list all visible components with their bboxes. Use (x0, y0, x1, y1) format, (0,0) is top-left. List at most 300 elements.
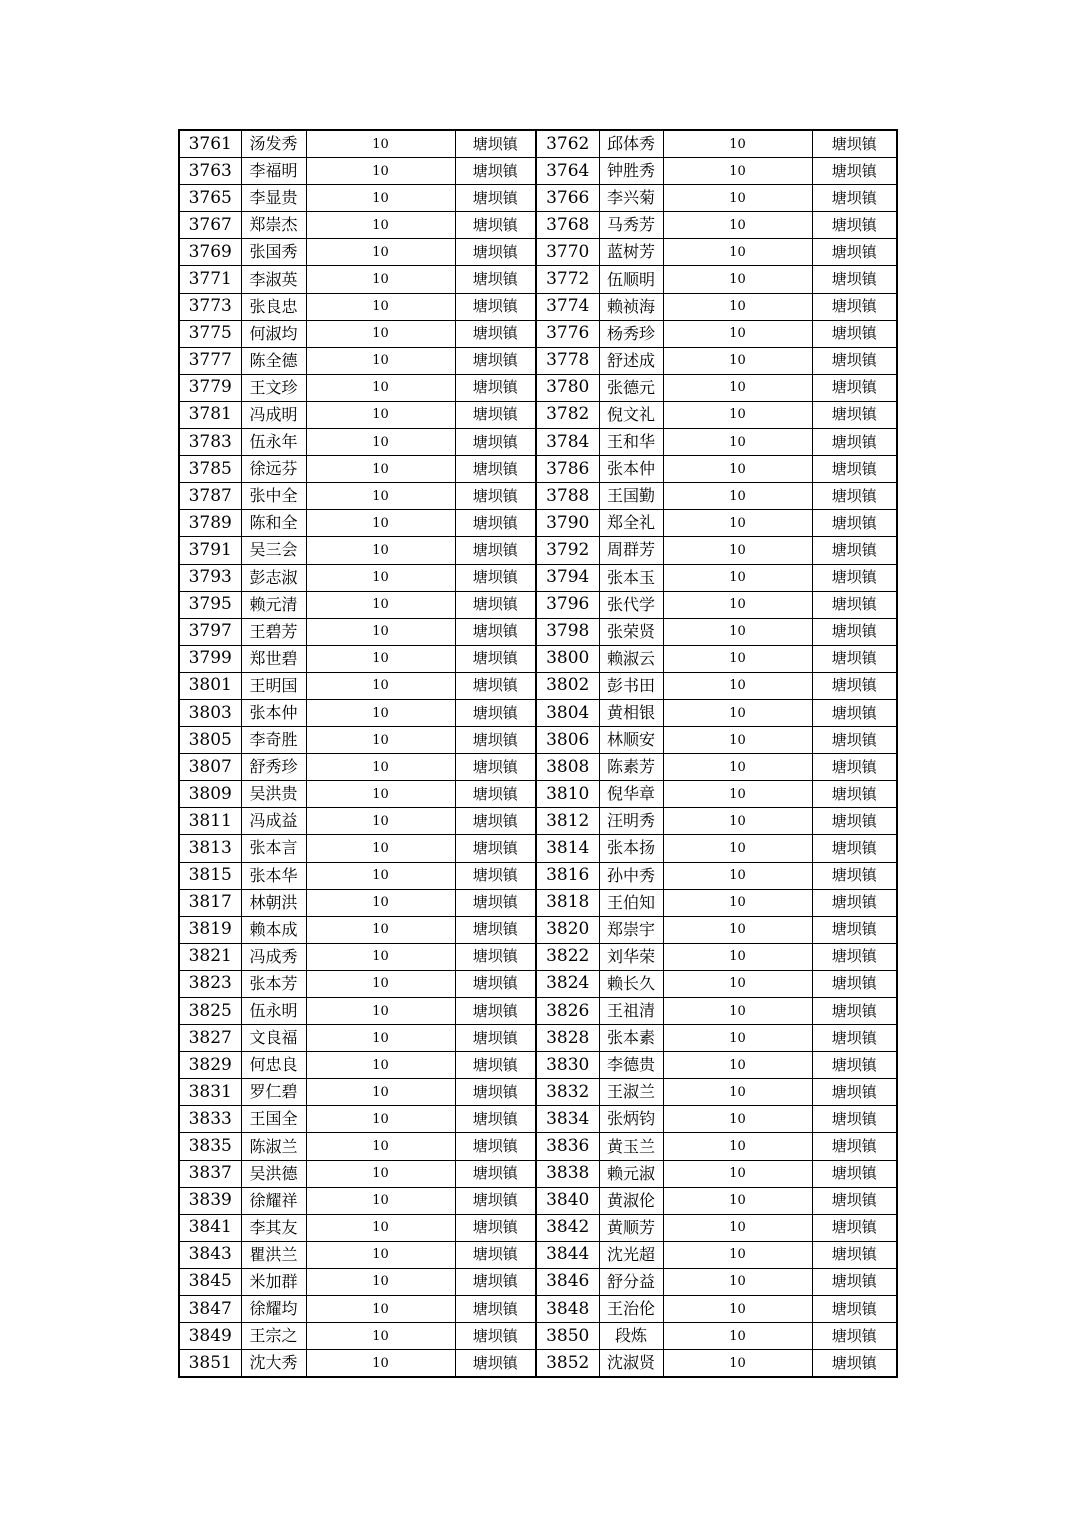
amount-cell: 10 (663, 645, 812, 672)
amount-cell: 10 (306, 889, 455, 916)
person-name-cell: 李福明 (241, 158, 306, 185)
person-name-cell: 王伯知 (599, 889, 663, 916)
town-cell: 塘坝镇 (455, 998, 536, 1025)
person-name-cell: 林顺安 (599, 727, 663, 754)
town-cell: 塘坝镇 (455, 456, 536, 483)
amount-cell: 10 (306, 456, 455, 483)
person-name-cell: 李德贵 (599, 1052, 663, 1079)
table-row (179, 158, 897, 185)
table-row (179, 347, 897, 374)
record-id-cell: 3781 (179, 401, 241, 428)
town-cell: 塘坝镇 (812, 374, 897, 401)
amount-cell: 10 (306, 1350, 455, 1378)
amount-cell: 10 (663, 618, 812, 645)
amount-cell: 10 (306, 374, 455, 401)
record-id-cell: 3763 (179, 158, 241, 185)
record-id-cell: 3821 (179, 943, 241, 970)
amount-cell: 10 (663, 401, 812, 428)
record-id-cell: 3827 (179, 1025, 241, 1052)
record-id-cell: 3770 (536, 239, 599, 266)
amount-cell: 10 (663, 808, 812, 835)
town-cell: 塘坝镇 (455, 347, 536, 374)
record-id-cell: 3796 (536, 591, 599, 618)
record-id-cell: 3776 (536, 320, 599, 347)
town-cell: 塘坝镇 (812, 130, 897, 158)
record-id-cell: 3849 (179, 1323, 241, 1350)
person-name-cell: 王和华 (599, 429, 663, 456)
record-id-cell: 3784 (536, 429, 599, 456)
record-id-cell: 3831 (179, 1079, 241, 1106)
town-cell: 塘坝镇 (812, 537, 897, 564)
record-id-cell: 3797 (179, 618, 241, 645)
person-name-cell: 王明国 (241, 672, 306, 699)
amount-cell: 10 (663, 754, 812, 781)
amount-cell: 10 (306, 943, 455, 970)
amount-cell: 10 (306, 862, 455, 889)
amount-cell: 10 (306, 158, 455, 185)
amount-cell: 10 (306, 591, 455, 618)
amount-cell: 10 (663, 781, 812, 808)
amount-cell: 10 (306, 835, 455, 862)
town-cell: 塘坝镇 (455, 401, 536, 428)
amount-cell: 10 (663, 1268, 812, 1295)
record-id-cell: 3787 (179, 483, 241, 510)
person-name-cell: 舒述成 (599, 347, 663, 374)
person-name-cell: 文良福 (241, 1025, 306, 1052)
record-id-cell: 3843 (179, 1241, 241, 1268)
record-id-cell: 3778 (536, 347, 599, 374)
person-name-cell: 伍永明 (241, 998, 306, 1025)
amount-cell: 10 (306, 564, 455, 591)
record-id-cell: 3826 (536, 998, 599, 1025)
town-cell: 塘坝镇 (455, 970, 536, 997)
amount-cell: 10 (306, 916, 455, 943)
person-name-cell: 李兴菊 (599, 185, 663, 212)
record-id-cell: 3766 (536, 185, 599, 212)
town-cell: 塘坝镇 (455, 1323, 536, 1350)
table-row (179, 727, 897, 754)
person-name-cell: 冯成明 (241, 401, 306, 428)
town-cell: 塘坝镇 (455, 212, 536, 239)
town-cell: 塘坝镇 (812, 727, 897, 754)
town-cell: 塘坝镇 (455, 293, 536, 320)
record-id-cell: 3848 (536, 1296, 599, 1323)
record-id-cell: 3811 (179, 808, 241, 835)
town-cell: 塘坝镇 (455, 1133, 536, 1160)
record-id-cell: 3850 (536, 1323, 599, 1350)
town-cell: 塘坝镇 (455, 239, 536, 266)
town-cell: 塘坝镇 (812, 212, 897, 239)
amount-cell: 10 (306, 970, 455, 997)
table-row (179, 1323, 897, 1350)
town-cell: 塘坝镇 (455, 1296, 536, 1323)
table-row (179, 889, 897, 916)
town-cell: 塘坝镇 (812, 185, 897, 212)
amount-cell: 10 (306, 1296, 455, 1323)
town-cell: 塘坝镇 (455, 1025, 536, 1052)
person-name-cell: 吴洪贵 (241, 781, 306, 808)
town-cell: 塘坝镇 (812, 266, 897, 293)
town-cell: 塘坝镇 (812, 239, 897, 266)
person-name-cell: 瞿洪兰 (241, 1241, 306, 1268)
amount-cell: 10 (663, 1296, 812, 1323)
record-id-cell: 3795 (179, 591, 241, 618)
record-id-cell: 3845 (179, 1268, 241, 1295)
person-name-cell: 张本仲 (599, 456, 663, 483)
amount-cell: 10 (663, 158, 812, 185)
person-name-cell: 张本仲 (241, 699, 306, 726)
person-name-cell: 蓝树芳 (599, 239, 663, 266)
table-row (179, 510, 897, 537)
record-id-cell: 3813 (179, 835, 241, 862)
town-cell: 塘坝镇 (455, 1052, 536, 1079)
table-row (179, 754, 897, 781)
table-row (179, 808, 897, 835)
amount-cell: 10 (663, 212, 812, 239)
amount-cell: 10 (306, 1079, 455, 1106)
amount-cell: 10 (663, 456, 812, 483)
town-cell: 塘坝镇 (812, 645, 897, 672)
town-cell: 塘坝镇 (812, 1052, 897, 1079)
table-row (179, 1187, 897, 1214)
town-cell: 塘坝镇 (812, 401, 897, 428)
town-cell: 塘坝镇 (812, 1214, 897, 1241)
person-name-cell: 陈和全 (241, 510, 306, 537)
table-row (179, 591, 897, 618)
record-id-cell: 3793 (179, 564, 241, 591)
town-cell: 塘坝镇 (812, 293, 897, 320)
town-cell: 塘坝镇 (812, 1241, 897, 1268)
record-id-cell: 3802 (536, 672, 599, 699)
record-id-cell: 3815 (179, 862, 241, 889)
table-row (179, 618, 897, 645)
record-id-cell: 3838 (536, 1160, 599, 1187)
town-cell: 塘坝镇 (455, 1214, 536, 1241)
amount-cell: 10 (306, 727, 455, 754)
amount-cell: 10 (663, 1052, 812, 1079)
table-row (179, 212, 897, 239)
amount-cell: 10 (663, 916, 812, 943)
record-id-cell: 3794 (536, 564, 599, 591)
town-cell: 塘坝镇 (812, 1268, 897, 1295)
person-name-cell: 钟胜秀 (599, 158, 663, 185)
town-cell: 塘坝镇 (812, 672, 897, 699)
person-name-cell: 张国秀 (241, 239, 306, 266)
person-name-cell: 李奇胜 (241, 727, 306, 754)
table-row (179, 537, 897, 564)
roster-body (179, 130, 897, 1377)
record-id-cell: 3841 (179, 1214, 241, 1241)
table-row (179, 1133, 897, 1160)
amount-cell: 10 (306, 239, 455, 266)
person-name-cell: 何淑均 (241, 320, 306, 347)
record-id-cell: 3780 (536, 374, 599, 401)
town-cell: 塘坝镇 (455, 591, 536, 618)
record-id-cell: 3851 (179, 1350, 241, 1378)
town-cell: 塘坝镇 (812, 158, 897, 185)
table-row (179, 916, 897, 943)
table-row (179, 970, 897, 997)
person-name-cell: 赖祯海 (599, 293, 663, 320)
person-name-cell: 马秀芳 (599, 212, 663, 239)
amount-cell: 10 (306, 998, 455, 1025)
record-id-cell: 3820 (536, 916, 599, 943)
town-cell: 塘坝镇 (455, 374, 536, 401)
person-name-cell: 伍永年 (241, 429, 306, 456)
person-name-cell: 张本玉 (599, 564, 663, 591)
town-cell: 塘坝镇 (812, 564, 897, 591)
person-name-cell: 汪明秀 (599, 808, 663, 835)
record-id-cell: 3840 (536, 1187, 599, 1214)
amount-cell: 10 (663, 1106, 812, 1133)
person-name-cell: 赖本成 (241, 916, 306, 943)
record-id-cell: 3765 (179, 185, 241, 212)
person-name-cell: 李淑英 (241, 266, 306, 293)
amount-cell: 10 (663, 293, 812, 320)
town-cell: 塘坝镇 (455, 510, 536, 537)
amount-cell: 10 (306, 1187, 455, 1214)
amount-cell: 10 (306, 293, 455, 320)
person-name-cell: 孙中秀 (599, 862, 663, 889)
table-row (179, 1241, 897, 1268)
table-row (179, 266, 897, 293)
person-name-cell: 王淑兰 (599, 1079, 663, 1106)
table-row (179, 645, 897, 672)
person-name-cell: 舒秀珍 (241, 754, 306, 781)
person-name-cell: 赖长久 (599, 970, 663, 997)
person-name-cell: 沈淑贤 (599, 1350, 663, 1378)
record-id-cell: 3809 (179, 781, 241, 808)
record-id-cell: 3825 (179, 998, 241, 1025)
person-name-cell: 张德元 (599, 374, 663, 401)
amount-cell: 10 (663, 429, 812, 456)
record-id-cell: 3804 (536, 699, 599, 726)
amount-cell: 10 (306, 754, 455, 781)
town-cell: 塘坝镇 (455, 130, 536, 158)
record-id-cell: 3839 (179, 1187, 241, 1214)
record-id-cell: 3818 (536, 889, 599, 916)
town-cell: 塘坝镇 (455, 727, 536, 754)
town-cell: 塘坝镇 (812, 618, 897, 645)
town-cell: 塘坝镇 (812, 1160, 897, 1187)
amount-cell: 10 (663, 266, 812, 293)
person-name-cell: 黄玉兰 (599, 1133, 663, 1160)
record-id-cell: 3779 (179, 374, 241, 401)
table-row (179, 483, 897, 510)
town-cell: 塘坝镇 (455, 781, 536, 808)
town-cell: 塘坝镇 (455, 862, 536, 889)
record-id-cell: 3768 (536, 212, 599, 239)
person-name-cell: 王碧芳 (241, 618, 306, 645)
amount-cell: 10 (663, 672, 812, 699)
amount-cell: 10 (663, 239, 812, 266)
amount-cell: 10 (306, 185, 455, 212)
record-id-cell: 3764 (536, 158, 599, 185)
town-cell: 塘坝镇 (812, 1106, 897, 1133)
town-cell: 塘坝镇 (455, 672, 536, 699)
record-id-cell: 3805 (179, 727, 241, 754)
record-id-cell: 3847 (179, 1296, 241, 1323)
amount-cell: 10 (306, 699, 455, 726)
table-row (179, 862, 897, 889)
person-name-cell: 彭书田 (599, 672, 663, 699)
person-name-cell: 吴三会 (241, 537, 306, 564)
person-name-cell: 陈淑兰 (241, 1133, 306, 1160)
table-row (179, 320, 897, 347)
record-id-cell: 3803 (179, 699, 241, 726)
person-name-cell: 王文珍 (241, 374, 306, 401)
table-row (179, 456, 897, 483)
town-cell: 塘坝镇 (812, 1079, 897, 1106)
amount-cell: 10 (663, 374, 812, 401)
town-cell: 塘坝镇 (812, 1350, 897, 1378)
record-id-cell: 3833 (179, 1106, 241, 1133)
person-name-cell: 郑世碧 (241, 645, 306, 672)
amount-cell: 10 (663, 347, 812, 374)
town-cell: 塘坝镇 (455, 645, 536, 672)
person-name-cell: 张本言 (241, 835, 306, 862)
person-name-cell: 米加群 (241, 1268, 306, 1295)
person-name-cell: 赖淑云 (599, 645, 663, 672)
amount-cell: 10 (663, 483, 812, 510)
person-name-cell: 张本扬 (599, 835, 663, 862)
amount-cell: 10 (306, 618, 455, 645)
amount-cell: 10 (306, 1160, 455, 1187)
town-cell: 塘坝镇 (455, 943, 536, 970)
table-row (179, 374, 897, 401)
town-cell: 塘坝镇 (812, 591, 897, 618)
person-name-cell: 张本芳 (241, 970, 306, 997)
record-id-cell: 3790 (536, 510, 599, 537)
record-id-cell: 3817 (179, 889, 241, 916)
record-id-cell: 3836 (536, 1133, 599, 1160)
table-row (179, 429, 897, 456)
town-cell: 塘坝镇 (455, 1268, 536, 1295)
record-id-cell: 3777 (179, 347, 241, 374)
record-id-cell: 3786 (536, 456, 599, 483)
town-cell: 塘坝镇 (812, 998, 897, 1025)
record-id-cell: 3807 (179, 754, 241, 781)
person-name-cell: 吴洪德 (241, 1160, 306, 1187)
person-name-cell: 陈全德 (241, 347, 306, 374)
record-id-cell: 3808 (536, 754, 599, 781)
table-row (179, 1079, 897, 1106)
town-cell: 塘坝镇 (812, 916, 897, 943)
person-name-cell: 王宗之 (241, 1323, 306, 1350)
person-name-cell: 黄顺芳 (599, 1214, 663, 1241)
person-name-cell: 邱体秀 (599, 130, 663, 158)
town-cell: 塘坝镇 (812, 889, 897, 916)
amount-cell: 10 (663, 835, 812, 862)
town-cell: 塘坝镇 (812, 347, 897, 374)
table-row (179, 1106, 897, 1133)
record-id-cell: 3762 (536, 130, 599, 158)
record-id-cell: 3834 (536, 1106, 599, 1133)
record-id-cell: 3842 (536, 1214, 599, 1241)
person-name-cell: 冯成益 (241, 808, 306, 835)
amount-cell: 10 (663, 1133, 812, 1160)
town-cell: 塘坝镇 (812, 862, 897, 889)
town-cell: 塘坝镇 (812, 1133, 897, 1160)
amount-cell: 10 (663, 1350, 812, 1378)
amount-cell: 10 (663, 591, 812, 618)
table-row (179, 293, 897, 320)
town-cell: 塘坝镇 (812, 1296, 897, 1323)
amount-cell: 10 (306, 347, 455, 374)
table-row (179, 130, 897, 158)
person-name-cell: 徐远芬 (241, 456, 306, 483)
person-name-cell: 倪文礼 (599, 401, 663, 428)
table-row (179, 943, 897, 970)
record-id-cell: 3814 (536, 835, 599, 862)
amount-cell: 10 (306, 483, 455, 510)
record-id-cell: 3801 (179, 672, 241, 699)
record-id-cell: 3812 (536, 808, 599, 835)
record-id-cell: 3798 (536, 618, 599, 645)
amount-cell: 10 (306, 401, 455, 428)
person-name-cell: 倪华章 (599, 781, 663, 808)
amount-cell: 10 (663, 943, 812, 970)
town-cell: 塘坝镇 (812, 781, 897, 808)
person-name-cell: 李显贵 (241, 185, 306, 212)
amount-cell: 10 (306, 320, 455, 347)
amount-cell: 10 (306, 130, 455, 158)
amount-cell: 10 (306, 808, 455, 835)
person-name-cell: 伍顺明 (599, 266, 663, 293)
person-name-cell: 王治伦 (599, 1296, 663, 1323)
record-id-cell: 3767 (179, 212, 241, 239)
amount-cell: 10 (663, 1241, 812, 1268)
amount-cell: 10 (663, 699, 812, 726)
person-name-cell: 徐耀均 (241, 1296, 306, 1323)
town-cell: 塘坝镇 (455, 537, 536, 564)
person-name-cell: 何忠良 (241, 1052, 306, 1079)
person-name-cell: 黄相银 (599, 699, 663, 726)
amount-cell: 10 (663, 998, 812, 1025)
table-row (179, 1214, 897, 1241)
record-id-cell: 3773 (179, 293, 241, 320)
person-name-cell: 彭志淑 (241, 564, 306, 591)
table-row (179, 564, 897, 591)
town-cell: 塘坝镇 (812, 483, 897, 510)
town-cell: 塘坝镇 (455, 618, 536, 645)
person-name-cell: 徐耀祥 (241, 1187, 306, 1214)
person-name-cell: 张中全 (241, 483, 306, 510)
amount-cell: 10 (663, 185, 812, 212)
person-name-cell: 段炼 (599, 1323, 663, 1350)
amount-cell: 10 (306, 1052, 455, 1079)
person-name-cell: 黄淑伦 (599, 1187, 663, 1214)
record-id-cell: 3822 (536, 943, 599, 970)
table-row (179, 998, 897, 1025)
amount-cell: 10 (306, 1214, 455, 1241)
town-cell: 塘坝镇 (455, 185, 536, 212)
town-cell: 塘坝镇 (455, 1106, 536, 1133)
town-cell: 塘坝镇 (455, 1350, 536, 1378)
record-id-cell: 3789 (179, 510, 241, 537)
amount-cell: 10 (663, 320, 812, 347)
person-name-cell: 周群芳 (599, 537, 663, 564)
record-id-cell: 3835 (179, 1133, 241, 1160)
record-id-cell: 3837 (179, 1160, 241, 1187)
town-cell: 塘坝镇 (455, 889, 536, 916)
town-cell: 塘坝镇 (455, 1160, 536, 1187)
person-name-cell: 陈素芳 (599, 754, 663, 781)
amount-cell: 10 (306, 1323, 455, 1350)
table-row (179, 1025, 897, 1052)
table-row (179, 1160, 897, 1187)
table-row (179, 1296, 897, 1323)
